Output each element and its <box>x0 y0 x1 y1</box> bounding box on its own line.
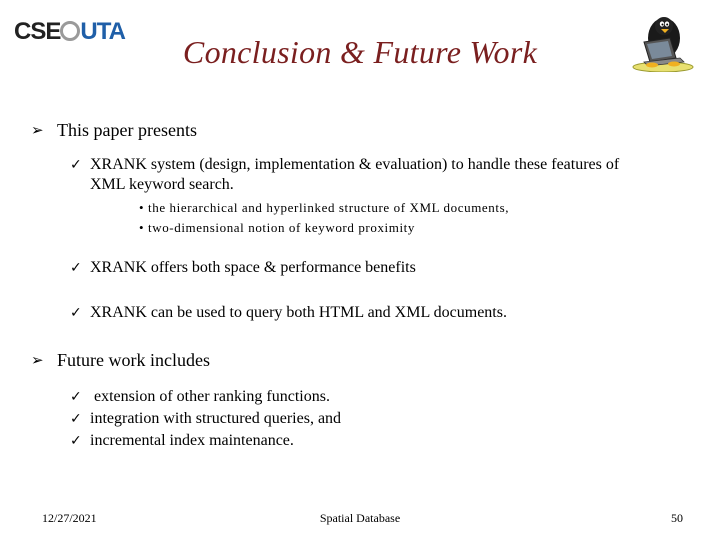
cseq-uta-logo: CSEQUTA <box>14 18 125 45</box>
sub-list-item: • the hierarchical and hyperlinked structure of XML documents, <box>139 200 510 215</box>
checkmark-icon: ✓ <box>70 389 82 405</box>
checkmark-icon: ✓ <box>70 411 82 427</box>
sub-list-item: • two-dimensional notion of keyword proximity <box>139 220 415 235</box>
list-item: XRANK can be used to query both HTML and XML documents. <box>90 304 507 321</box>
penguin-laptop-icon <box>630 10 696 72</box>
footer-date: 12/27/2021 <box>42 511 97 525</box>
checkmark-icon: ✓ <box>70 433 82 449</box>
list-item: extension of other ranking functions. <box>90 388 330 405</box>
section-arrow-icon: ➢ <box>31 121 44 139</box>
section-arrow-icon: ➢ <box>31 351 44 369</box>
list-item: XRANK offers both space & performance benefits <box>90 259 416 276</box>
slide-title: Conclusion & Future Work <box>182 34 538 70</box>
section-heading-future: Future work includes <box>57 350 210 370</box>
list-item: incremental index maintenance. <box>90 432 294 449</box>
page-number: 50 <box>671 511 683 525</box>
checkmark-icon: ✓ <box>70 157 82 173</box>
list-item: XRANK system (design, implementation & evaluation) to handle these features of XML keyword search. <box>90 156 620 193</box>
section-heading-paper: This paper presents <box>57 120 197 140</box>
checkmark-icon: ✓ <box>70 260 82 276</box>
list-item: integration with structured queries, and <box>90 410 342 427</box>
checkmark-icon: ✓ <box>70 305 82 321</box>
footer-title: Spatial Database <box>319 511 401 525</box>
